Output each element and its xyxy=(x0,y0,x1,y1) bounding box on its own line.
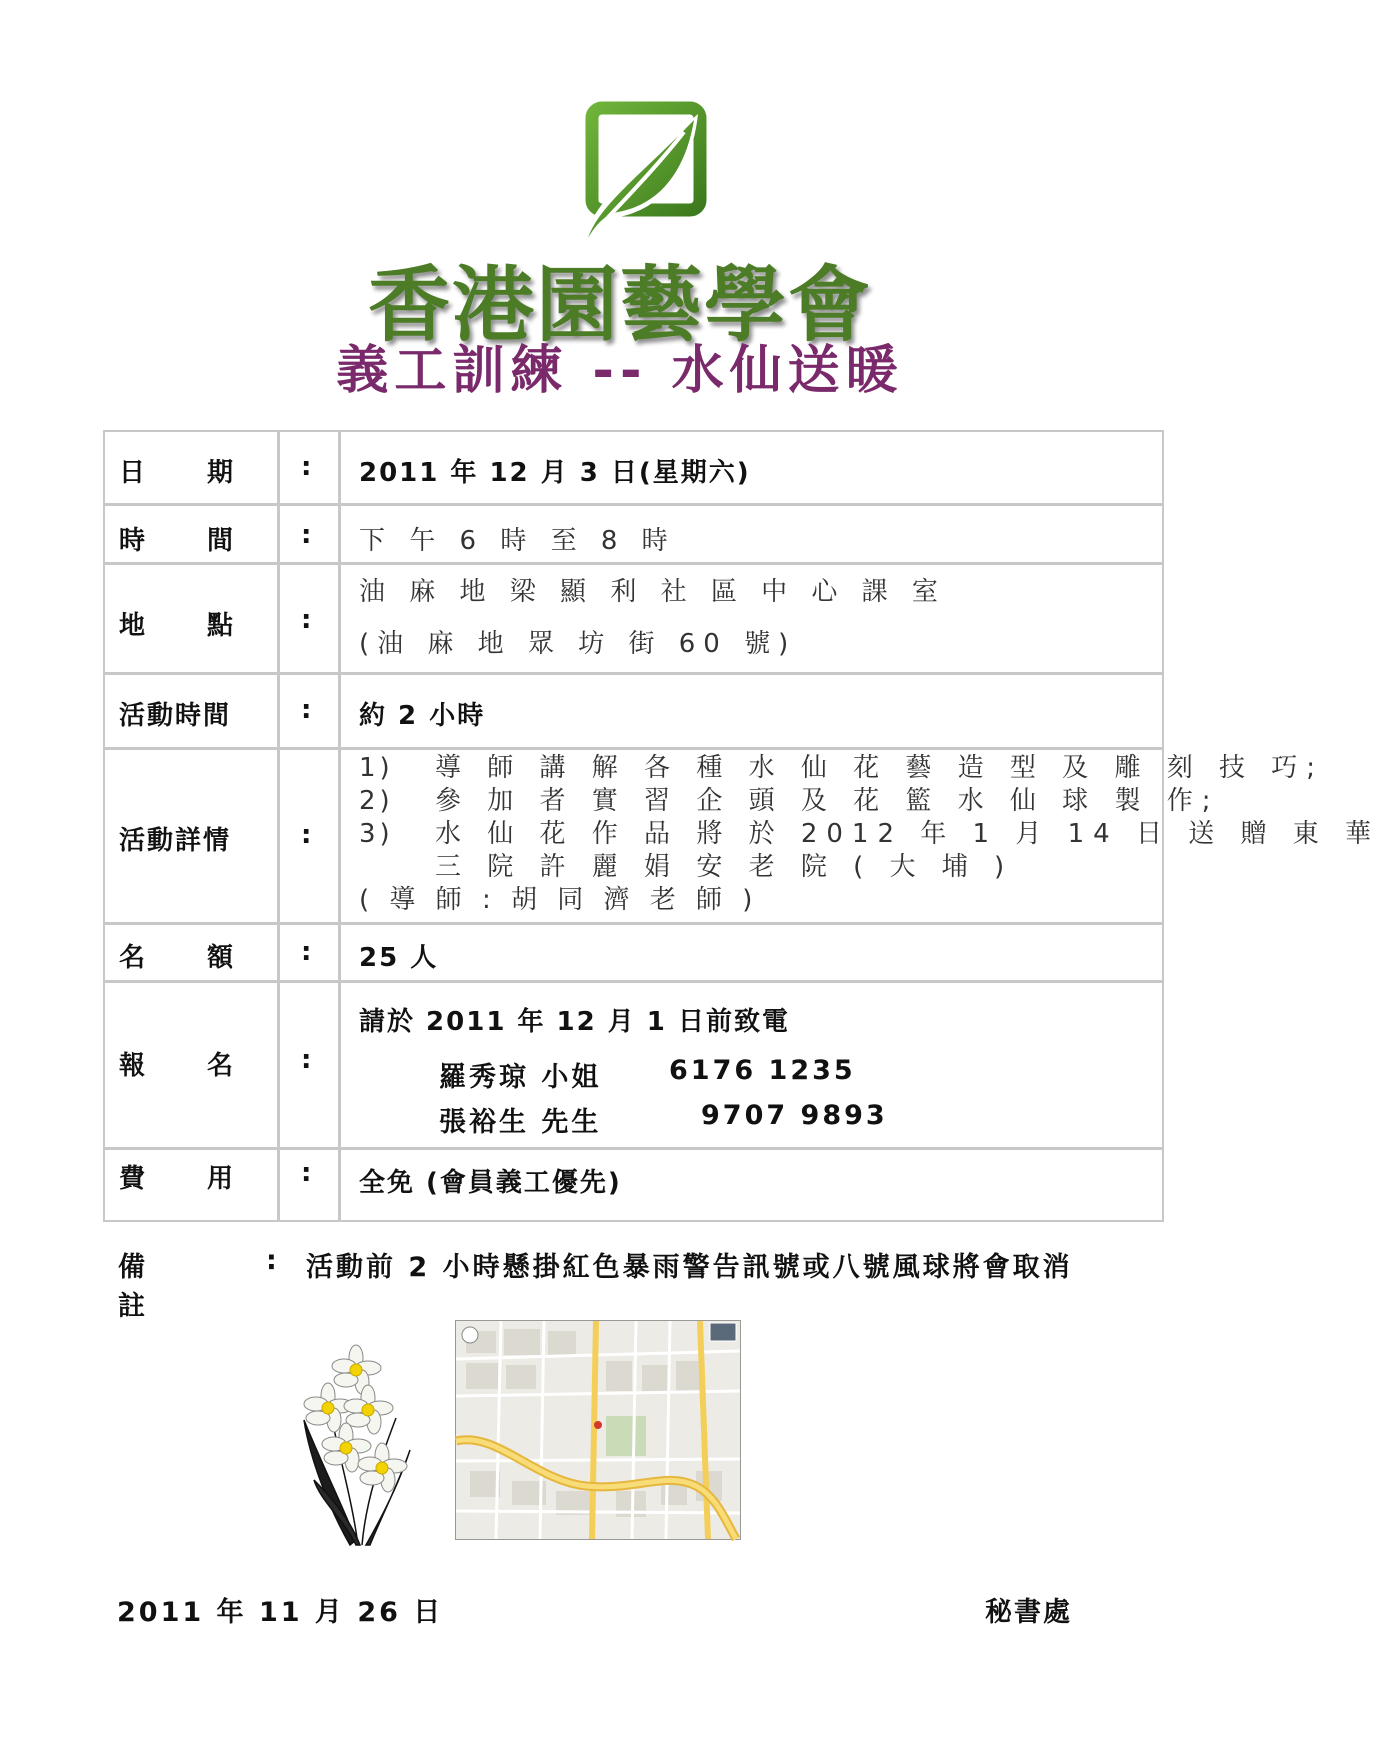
colon: : xyxy=(301,1158,312,1188)
venue-label: 地 點 xyxy=(119,611,235,641)
table-row-time xyxy=(105,506,1162,565)
time-label: 時 間 xyxy=(119,526,235,556)
table-row-fee xyxy=(105,1150,1162,1220)
registration-intro: 請於 2011 年 12 月 1 日前致電 xyxy=(359,1007,790,1037)
table-row-date xyxy=(105,432,1162,506)
issue-date: 2011 年 11 月 26 日 xyxy=(117,1597,444,1628)
time-value: 下 午 6 時 至 8 時 xyxy=(359,526,676,556)
remark-text: 活動前 2 小時懸掛紅色暴雨警告訊號或八號風球將會取消 xyxy=(306,1252,1073,1283)
colon: : xyxy=(301,1045,312,1075)
remark-colon: : xyxy=(266,1245,280,1276)
list-item: 1) 導 師 講 解 各 種 水 仙 花 藝 造 型 及 雕 刻 技 巧; xyxy=(359,753,1324,783)
contact-row xyxy=(439,1055,888,1094)
quota-label: 名 額 xyxy=(119,943,235,973)
details-list xyxy=(359,752,1380,917)
table-row-details xyxy=(105,750,1380,925)
contact-phone: 6176 1235 xyxy=(669,1055,856,1086)
list-item: 三 院 許 麗 娟 安 老 院 ( 大 埔 ) xyxy=(435,852,1014,882)
table-row-quota xyxy=(105,925,1162,983)
organization-name: 香港園藝學會 xyxy=(367,258,872,353)
colon: : xyxy=(301,820,312,850)
table-row-registration xyxy=(105,983,1162,1150)
fee-label: 費 用 xyxy=(119,1164,235,1194)
colon: : xyxy=(301,695,312,725)
duration-value: 約 2 小時 xyxy=(359,701,486,731)
contact-name: 羅秀琼 小姐 xyxy=(439,1062,602,1093)
duration-label: 活動時間 xyxy=(119,701,232,731)
venue-value-line-1: 油 麻 地 梁 顯 利 社 區 中 心 課 室 xyxy=(359,577,946,607)
instructor-note: ( 導 師 : 胡 同 濟 老 師 ) xyxy=(359,885,759,915)
narcissus-flower-icon xyxy=(300,1340,420,1550)
table-row-venue xyxy=(105,565,1162,675)
venue-value-line-2: (油 麻 地 眾 坊 街 60 號) xyxy=(359,629,797,659)
quota-value: 25 人 xyxy=(359,943,439,973)
date-value: 2011 年 12 月 3 日(星期六) xyxy=(359,458,751,488)
details-label: 活動詳情 xyxy=(119,826,232,856)
registration-label: 報 名 xyxy=(119,1051,235,1081)
location-map xyxy=(455,1320,741,1540)
remark-label: 備註 xyxy=(118,1252,148,1322)
date-label: 日 期 xyxy=(119,458,235,488)
event-title: 義工訓練 -- 水仙送暖 xyxy=(336,341,904,401)
table-row-duration xyxy=(105,675,1162,750)
contact-name: 張裕生 先生 xyxy=(439,1107,602,1138)
contact-list xyxy=(439,1055,888,1139)
event-info-table xyxy=(103,430,1380,1222)
leaf-logo-icon xyxy=(574,100,714,250)
colon: : xyxy=(301,937,312,967)
street-map-image xyxy=(456,1321,740,1539)
contact-row xyxy=(439,1100,888,1139)
colon: : xyxy=(301,520,312,550)
fee-value: 全免 (會員義工優先) xyxy=(359,1168,622,1198)
contact-phone: 9707 9893 xyxy=(701,1100,888,1131)
list-item: 3) 水 仙 花 作 品 將 於 2012 年 1 月 14 日 送 贈 東 華 xyxy=(359,819,1380,849)
list-item: 2) 參 加 者 實 習 企 頭 及 花 籃 水 仙 球 製 作; xyxy=(359,786,1220,816)
colon: : xyxy=(301,452,312,482)
colon: : xyxy=(301,605,312,635)
signature: 秘書處 xyxy=(985,1597,1072,1628)
